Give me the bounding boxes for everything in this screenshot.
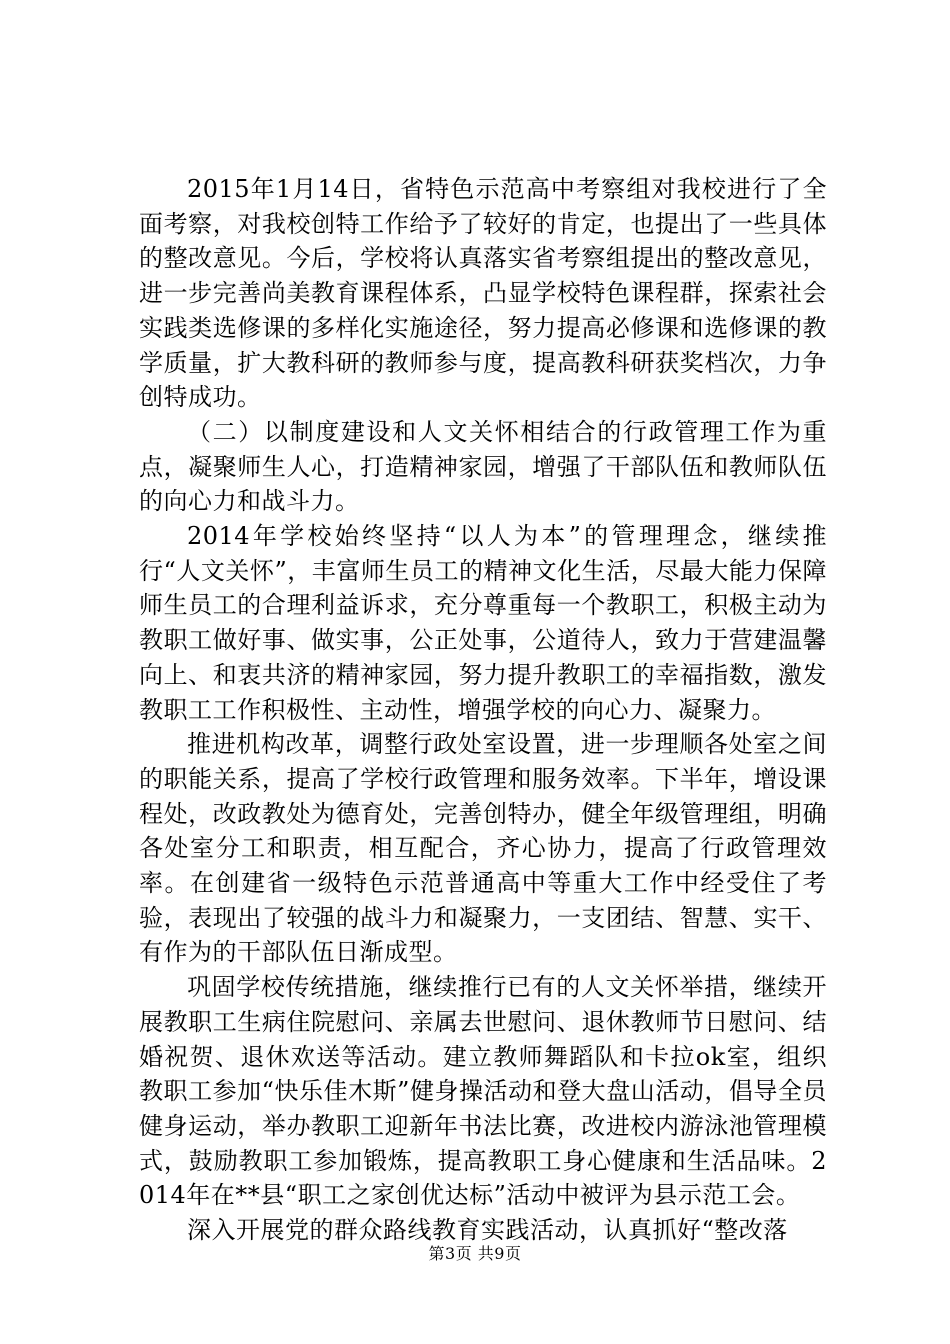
paragraph-6: 深入开展党的群众路线教育实践活动，认真抓好“整改落 <box>187 1216 788 1245</box>
page-number-footer: 第3页 共9页 <box>428 1244 522 1263</box>
paragraph-3: 2014年学校始终坚持“以人为本”的管理理念，继续推行“人文关怀”，丰富师生员工的精神文化生活，尽最大能力保障师生员工的合理利益诉求，充分尊重每一个教职工，积极主动为教职工做好事、做实事，公正处事，公道待人，致力于营建温馨向上、和衷共济的精神家园，努力提升教职工的幸福指数，激发教职工工作积极性、主动性，增强学校的向心力、凝聚力。 <box>139 522 827 724</box>
paragraph-1: 2015年1月14日，省特色示范高中考察组对我校进行了全面考察，对我校创特工作给予了较好的肯定，也提出了一些具体的整改意见。今后，学校将认真落实省考察组提出的整改意见，进一步完善尚美教育课程体系，凸显学校特色课程群，探索社会实践类选修课的多样化实施途径，努力提高必修课和选修课的教学质量，扩大教科研的教师参与度，提高教科研获奖档次，力争创特成功。 <box>139 175 827 412</box>
paragraph-2-heading: （二）以制度建设和人文关怀相结合的行政管理工作为重点，凝聚师生人心，打造精神家园，增强了干部队伍和教师队伍的向心力和战斗力。 <box>139 417 827 516</box>
paragraph-4: 推进机构改革，调整行政处室设置，进一步理顺各处室之间的职能关系，提高了学校行政管理和服务效率。下半年，增设课程处，改政教处为德育处，完善创特办，健全年级管理组，明确各处室分工和职责，相互配合，齐心协力，提高了行政管理效率。在创建省一级特色示范普通高中等重大工作中经受住了考验，表现出了较强的战斗力和凝聚力，一支团结、智慧、实干、有作为的干部队伍日渐成型。 <box>139 730 827 967</box>
paragraph-5: 巩固学校传统措施，继续推行已有的人文关怀举措，继续开展教职工生病住院慰问、亲属去世慰问、退休教师节日慰问、结婚祝贺、退休欢送等活动。建立教师舞蹈队和卡拉ok室，组织教职工参加“快乐佳木斯”健身操活动和登大盘山活动，倡导全员健身运动，举办教职工迎新年书法比赛，改进校内游泳池管理模式，鼓励教职工参加锻炼，提高教职工身心健康和生活品味。2014年在**县“职工之家创优达标”活动中被评为县示范工会。 <box>139 973 827 1210</box>
document-body <box>139 172 827 1248</box>
